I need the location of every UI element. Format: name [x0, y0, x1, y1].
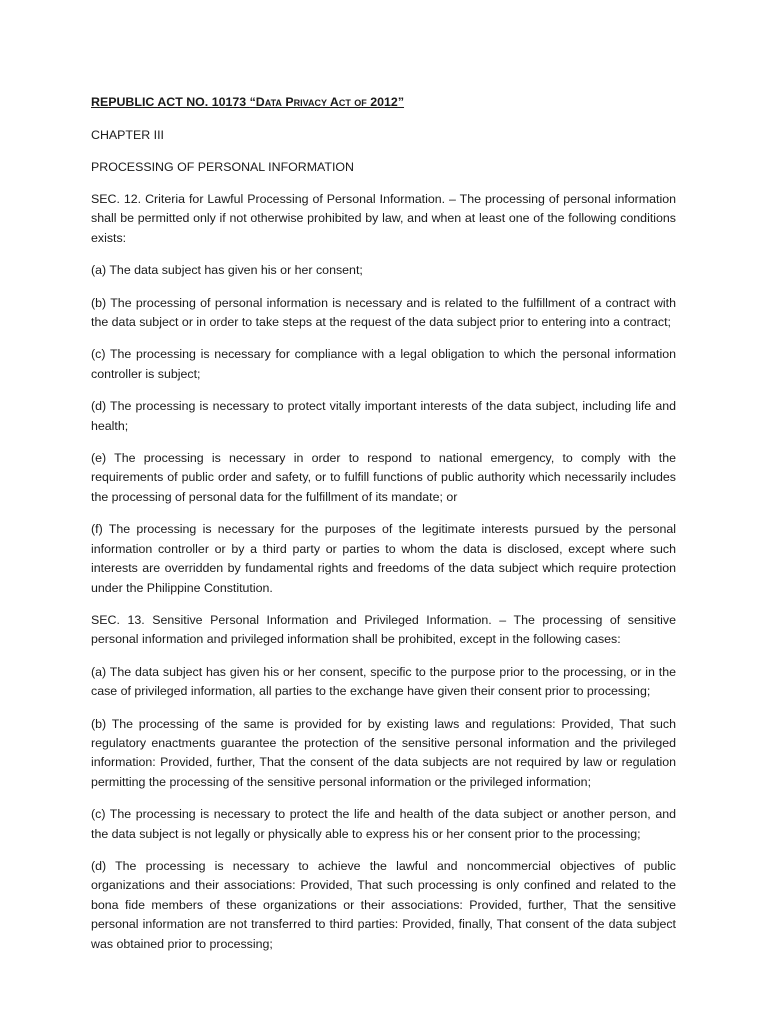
sec13-item-d: (d) The processing is necessary to achieve the lawful and noncommercial objectives of public organizations and their associations: Provided, That such processing is only confined and related to the bona fide members of these organizations or their associations: Provided, further, That the sensitive personal information are not transferred to third parties: Provided, finally, That consent of the data subject was obtained prior to processing;	[91, 858, 676, 951]
sec12-item-c: (c) The processing is necessary for compliance with a legal obligation to which the personal information controller is subject;	[91, 347, 676, 381]
sec13-item-c: (c) The processing is necessary to protect the life and health of the data subject or another person, and the data subject is not legally or physically able to express his or her consent prior to the processing;	[91, 807, 676, 841]
document-title	[91, 93, 676, 112]
sec13-item-b: (b) The processing of the same is provided for by existing laws and regulations: Provided, That such regulatory enactments guarantee the protection of the sensitive personal information and the privileged information: Provided, further, That the consent of the data subjects are not required by law or regulation permitting the processing of the sensitive personal information or the privileged information;	[91, 716, 676, 789]
sec12-intro: SEC. 12. Criteria for Lawful Processing of Personal Information. – The processing of personal information shall be permitted only if not otherwise prohibited by law, and when at least one of the following conditions exists:	[91, 192, 676, 245]
act-name: “Data Privacy Act of 2012”	[249, 95, 405, 109]
chapter-number: CHAPTER III	[91, 128, 164, 142]
sec13-item-a: (a) The data subject has given his or her consent, specific to the purpose prior to the processing, or in the case of privileged information, all parties to the exchange have given their consent prior to processing;	[91, 664, 676, 699]
sec12-item-b: (b) The processing of personal information is necessary and is related to the fulfillment of a contract with the data subject or in order to take steps at the request of the data subject prior to entering into a contract;	[91, 295, 676, 330]
sec12-item-e: (e) The processing is necessary in order to respond to national emergency, to comply with the requirements of public order and safety, or to fulfill functions of public authority which necessarily includes the processing of personal data for the fulfillment of its mandate; or	[91, 451, 676, 504]
sec13-intro: SEC. 13. Sensitive Personal Information and Privileged Information. – The processing of sensitive personal information and privileged information shall be prohibited, except in the following cases:	[91, 612, 676, 647]
chapter-title: PROCESSING OF PERSONAL INFORMATION	[91, 160, 354, 174]
act-number: REPUBLIC ACT NO. 10173	[91, 95, 250, 109]
sec12-item-a: (a) The data subject has given his or her consent;	[91, 263, 363, 278]
sec12-item-f: (f) The processing is necessary for the purposes of the legitimate interests pursued by the personal information controller or by a third party or parties to whom the data is disclosed, except where such interests are overridden by fundamental rights and freedoms of the data subject which require protection under the Philippine Constitution.	[91, 522, 676, 595]
sec12-item-d: (d) The processing is necessary to protect vitally important interests of the data subject, including life and health;	[91, 399, 676, 433]
